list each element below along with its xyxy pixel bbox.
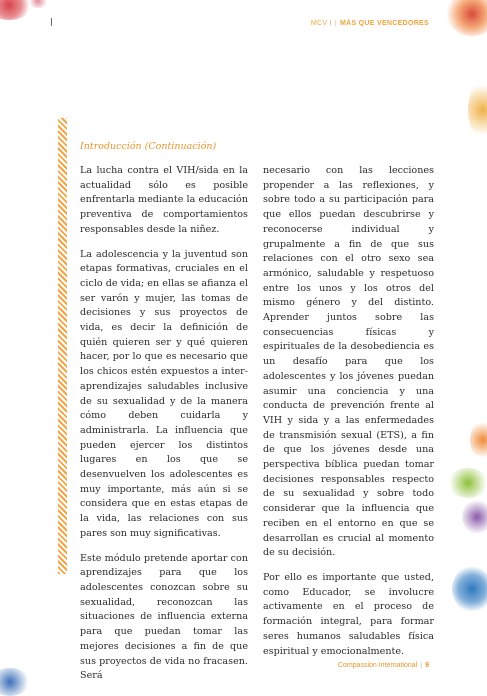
paragraph: La lucha contra el VIH/sida en la actualidad sólo es posible enfrentarla mediante la educación preventiva de comportamientos responsables desde la niñez.	[80, 165, 248, 235]
page-footer	[338, 662, 429, 669]
left-column	[80, 164, 248, 694]
watercolor-splash-top-right	[446, 0, 487, 36]
paragraph: Este módulo pretende aportar con aprendizajes para que los adolescentes conozcan sobre su sexualidad, reconozcan las situaciones de influencia externa para que puedan tomar las mejores decisiones a fin de que sus proyectos de vida no fracasen. Será	[80, 552, 248, 682]
page-number: 9	[425, 662, 429, 669]
watercolor-splash-top-left	[0, 0, 32, 20]
watercolor-splash-right-low-green	[448, 468, 487, 498]
top-crop-mark	[51, 18, 52, 26]
section-title: Introducción (Continuación)	[80, 141, 217, 152]
watercolor-splash-bottom-left	[0, 668, 30, 696]
right-column	[263, 164, 434, 669]
paragraph: Por ello es importante que usted, como Educador, se involucre activamente en el proceso de formación integral, para formar seres humanos saludables física espiritual y emocionalmente.	[263, 571, 434, 657]
header-series: MCV I	[310, 20, 332, 27]
watercolor-splash-right-low-orange	[470, 420, 487, 460]
watercolor-splash-right-low-purple	[462, 500, 487, 534]
paragraph: necesario con las lecciones propender a las reflexiones, y sobre todo a su participación para que ellos puedan descubrirse y reconocerse individual y grupalmente a fin de que sus relaciones con el otro sexo sea armónico, saludable y respetuoso entre los unos y los otros del mismo género y del distinto. Aprender juntos sobre las consecuencias físicas y espirituales de la desobediencia es un desafío para que los adolescentes y los jóvenes puedan asumir una conciencia y una conducta de prevención frente al VIH y sida y a las enfermedades de transmisión sexual (ETS), a fin de que los jóvenes desde una perspectiva bíblica puedan tomar decisiones responsables respecto de su sexualidad y sobre todo considerar que la influencia que reciben en el entorno en que se desarrollan es crucial al momento de su decisión.	[263, 165, 434, 559]
decorative-stripe	[58, 118, 67, 574]
footer-organization: Compassion International	[337, 662, 418, 669]
footer-separator: |	[420, 662, 423, 669]
page-header	[311, 20, 429, 27]
header-title: MÁS QUE VENCEDORES	[339, 20, 429, 27]
paragraph: La adolescencia y la juventud son etapas formativas, cruciales en el ciclo de vida; en ellas se afianza el ser varón y mujer, las tomas de decisiones y sus proyectos de vida, es decir la definición de quién quieren ser y qué quieren hacer, por lo que es necesario que los chicos estén expuestos a inter-aprendizajes saludables inclusive de su sexualidad y de la manera cómo deben cuidarla y administrarla. La influencia que pueden ejercer los distintos lugares en los que se desenvuelven los adolescentes es muy importante, más aún si se considera que en estas etapas de la vida, las relaciones con sus pares son muy significativas.	[80, 248, 248, 539]
watercolor-splash-right-mid	[468, 80, 487, 140]
header-separator: |	[334, 20, 337, 27]
watercolor-splash-right-bottom-blue	[452, 566, 487, 612]
